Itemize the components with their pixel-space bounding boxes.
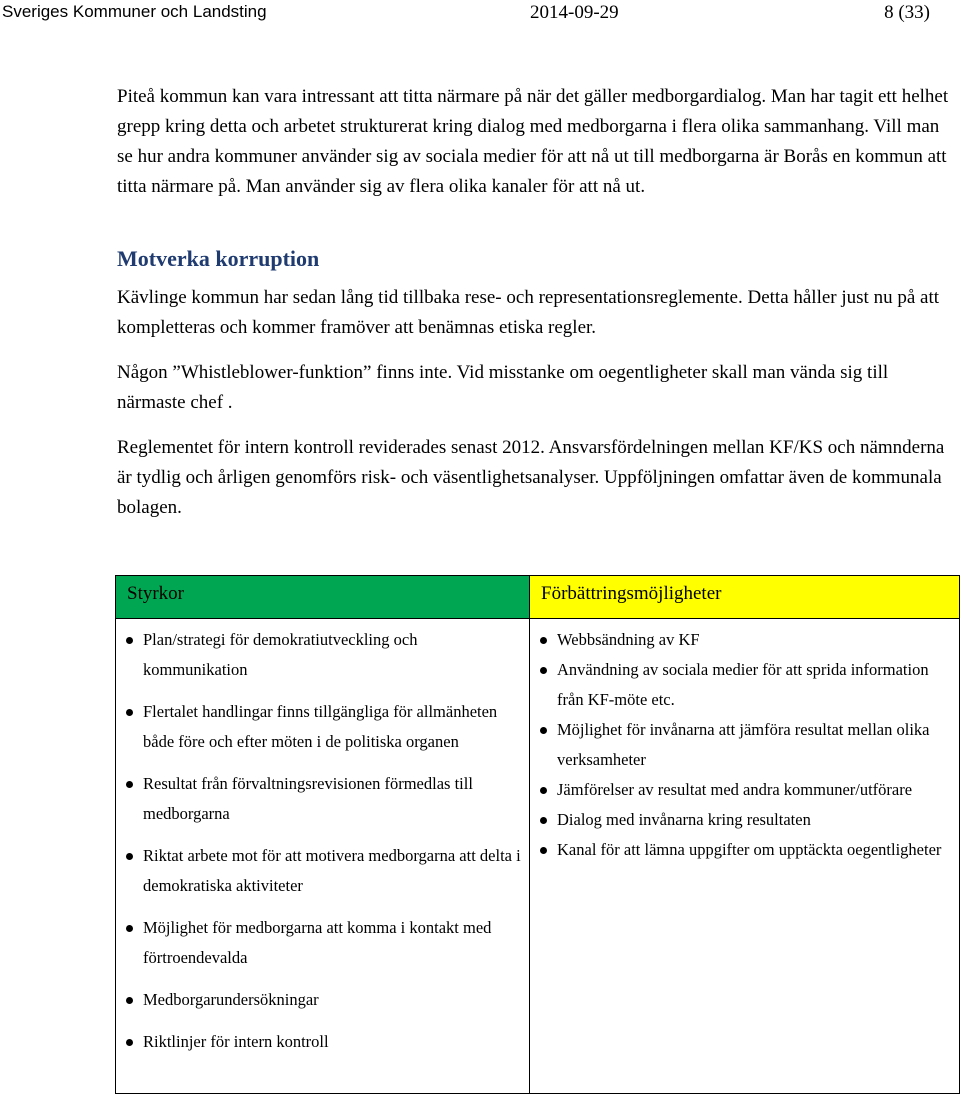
list-item — [124, 625, 525, 685]
section-heading: Motverka korruption — [117, 246, 320, 271]
bullet-icon — [126, 997, 133, 1004]
header-organization: Sveriges Kommuner och Landsting — [2, 2, 267, 21]
list-item — [538, 625, 955, 655]
list-item-text: Jämförelser av resultat med andra kommuner/utförare — [557, 780, 913, 799]
swot-table — [115, 575, 960, 1094]
strengths-header-cell — [116, 576, 530, 619]
bullet-icon — [540, 787, 547, 794]
list-item — [124, 913, 525, 973]
strengths-header: Styrkor — [127, 583, 184, 604]
list-item-text: Webbsändning av KF — [557, 630, 700, 649]
list-item-text: Medborgarundersökningar — [143, 990, 319, 1009]
improvements-cell — [530, 619, 960, 1094]
list-item — [538, 805, 955, 835]
paragraph-intern-kontroll: Reglementet för intern kontroll reviderades senast 2012. Ansvarsfördelningen mellan KF/KS och nämnderna är tydlig och årligen genomförs risk- och väsentlighetsanalyser. Uppföljningen omfattar även de kommunala bolagen. — [117, 437, 945, 518]
list-item-text: Flertalet handlingar finns tillgängliga för allmänheten både före och efter möten i de politiska organen — [143, 702, 498, 751]
list-item-text: Riktlinjer för intern kontroll — [143, 1032, 329, 1051]
list-item-text: Möjlighet för invånarna att jämföra resultat mellan olika verksamheter — [557, 720, 930, 769]
header-date: 2014-09-29 — [530, 2, 619, 23]
bullet-icon — [540, 637, 547, 644]
list-item — [124, 697, 525, 757]
list-item-text: Användning av sociala medier för att sprida information från KF-möte etc. — [557, 660, 929, 709]
list-item-text: Resultat från förvaltningsrevisionen förmedlas till medborgarna — [143, 774, 473, 823]
paragraph-whistleblower: Någon ”Whistleblower-funktion” finns inte. Vid misstanke om oegentligheter skall man vända sig till närmaste chef . — [117, 362, 889, 413]
list-item-text: Möjlighet för medborgarna att komma i kontakt med förtroendevalda — [143, 918, 492, 967]
list-item — [538, 835, 955, 865]
bullet-icon — [126, 853, 133, 860]
bullet-icon — [126, 925, 133, 932]
list-item — [124, 841, 525, 901]
improvements-list — [530, 619, 959, 865]
list-item — [124, 1027, 525, 1057]
bullet-icon — [540, 667, 547, 674]
paragraph-reglemente: Kävlinge kommun har sedan lång tid tillbaka rese- och representationsreglemente. Detta håller just nu på att kompletteras och kommer framöver att benämnas etiska regler. — [117, 287, 940, 338]
list-item — [538, 775, 955, 805]
improvements-header-cell — [530, 576, 960, 619]
bullet-icon — [540, 727, 547, 734]
bullet-icon — [540, 847, 547, 854]
list-item-text: Plan/strategi för demokratiutveckling och kommunikation — [143, 630, 418, 679]
bullet-icon — [540, 817, 547, 824]
header-page-number: 8 (33) — [884, 2, 930, 23]
bullet-icon — [126, 781, 133, 788]
list-item-text: Riktat arbete mot för att motivera medborgarna att delta i demokratiska aktiviteter — [143, 846, 521, 895]
page-header — [0, 0, 960, 26]
list-item-text: Dialog med invånarna kring resultaten — [557, 810, 811, 829]
list-item — [538, 655, 955, 715]
list-item — [538, 715, 955, 775]
bullet-icon — [126, 709, 133, 716]
strengths-list — [116, 619, 529, 1057]
bullet-icon — [126, 1039, 133, 1046]
strengths-cell — [116, 619, 530, 1094]
list-item — [124, 769, 525, 829]
bullet-icon — [126, 637, 133, 644]
paragraph-medborgardialog: Piteå kommun kan vara intressant att titta närmare på när det gäller medborgardialog. Man har tagit ett helhet grepp kring detta och arbetet strukturerat kring dialog med medborgarna i flera olika sammanhang. Vill man se hur andra kommuner använder sig av sociala medier för att nå ut till medborgarna är Borås en kommun att titta närmare på. Man använder sig av flera olika kanaler för att nå ut. — [117, 86, 949, 197]
list-item — [124, 985, 525, 1015]
improvements-header: Förbättringsmöjligheter — [541, 583, 722, 604]
list-item-text: Kanal för att lämna uppgifter om upptäckta oegentligheter — [557, 840, 942, 859]
